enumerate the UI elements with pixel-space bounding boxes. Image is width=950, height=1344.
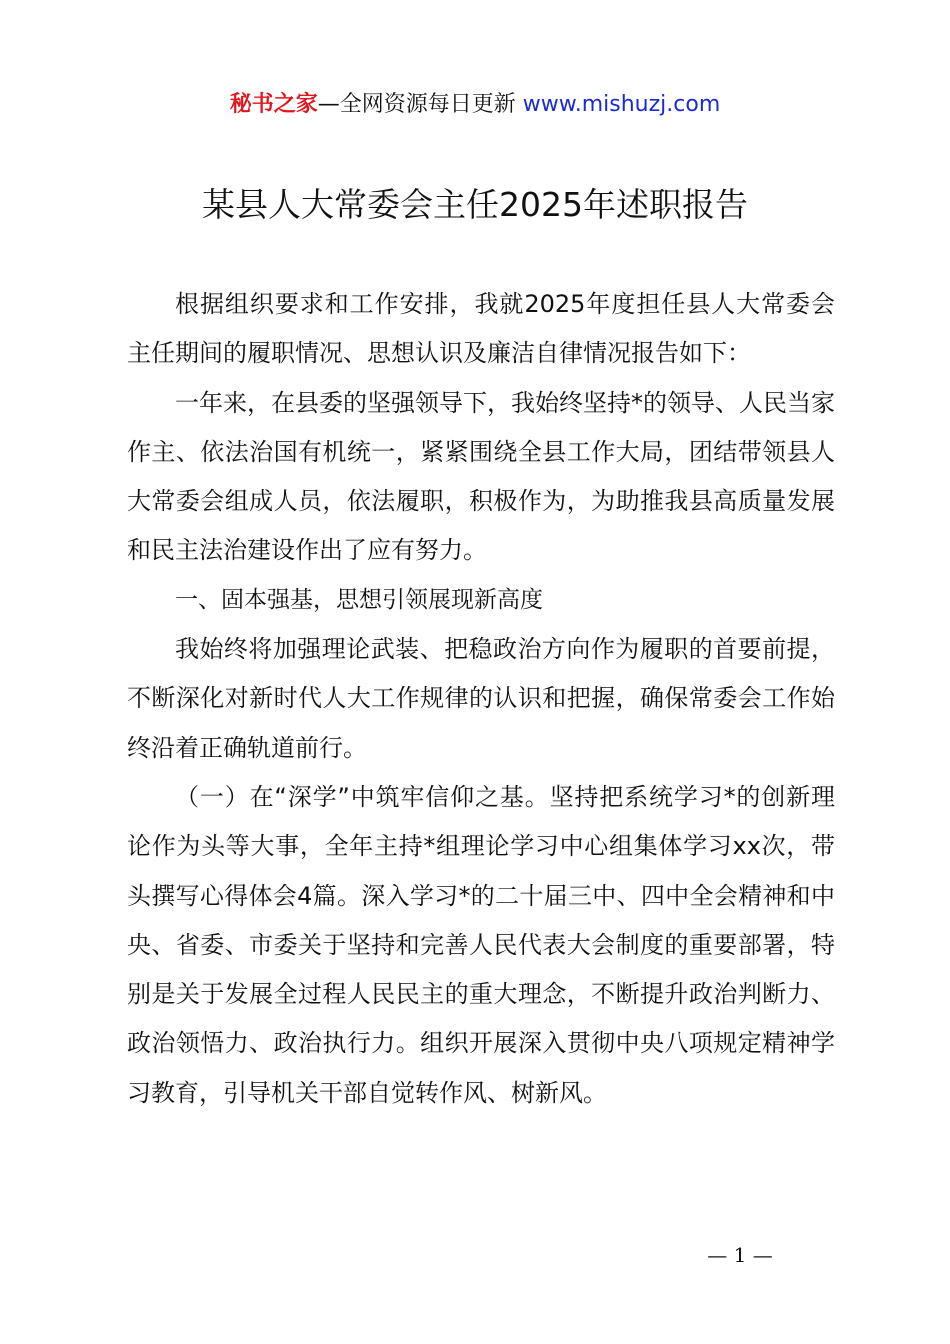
document-body — [127, 280, 835, 1118]
brand-name: 秘书之家 — [229, 92, 318, 117]
page-number: — 1 — — [707, 1243, 773, 1267]
section-intro-paragraph: 我始终将加强理论武装、把稳政治方向作为履职的首要前提，不断深化对新时代人大工作规律的认识和把握，确保常委会工作始终沿着正确轨道前行。 — [127, 635, 835, 762]
document-title: 某县人大常委会主任2025年述职报告 — [202, 185, 748, 224]
header-tagline: —全网资源每日更新 — [317, 92, 523, 117]
site-header — [0, 88, 950, 122]
summary-paragraph: 一年来，在县委的坚强领导下，我始终坚持*的领导、人民当家作主、依法治国有机统一，紧紧围绕全县工作大局，团结带领县人大常委会组成人员，依法履职，积极作为，为助推我县高质量发展和民主法治建设作出了应有努力。 — [127, 388, 835, 565]
site-url-link[interactable]: www.mishuzj.com — [522, 92, 721, 117]
intro-paragraph: 根据组织要求和工作安排，我就2025年度担任县人大常委会主任期间的履职情况、思想认识及廉洁自律情况报告如下： — [127, 290, 835, 368]
subsection-paragraph: （一）在“深学”中筑牢信仰之基。坚持把系统学习*的创新理论作为头等大事，全年主持*组理论学习中心组集体学习xx次，带头撰写心得体会4篇。深入学习*的二十届三中、四中全会精神和中央、省委、市委关于坚持和完善人民代表大会制度的重要部署，特别是关于发展全过程人民民主的重大理念，不断提升政治判断力、政治领悟力、政治执行力。组织开展深入贯彻中央八项规定精神学习教育，引导机关干部自觉转作风、树新风。 — [127, 782, 835, 1107]
section-heading: 一、固本强基，思想引领展现新高度 — [175, 586, 543, 613]
